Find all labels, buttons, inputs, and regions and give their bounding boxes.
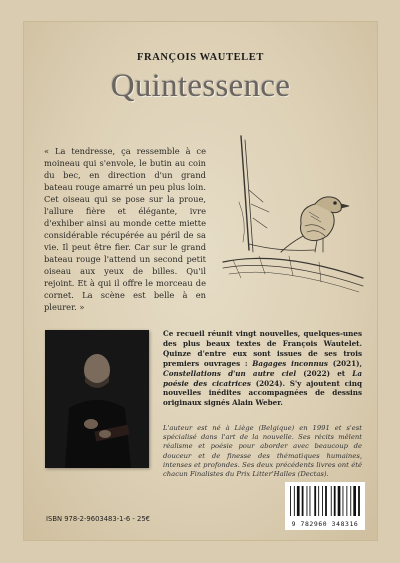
author-bio: L'auteur est né à Liège (Belgique) en 1991 et s'est spécialisé dans l'art de la nouvelle. Ses récits mêlent réalisme et poésie pour aborder avec beaucoup de douceur et de finesse des thématiques humaines, intenses et profondes. Ses deux précédents livres ont été chacun Finalistes du Prix Litter'Halles (Dectas). bbox=[163, 424, 362, 479]
barcode-bar bbox=[318, 486, 319, 516]
book-summary: Ce recueil réunit vingt nouvelles, quelques-unes des plus beaux textes de François Wautelet. Quinze d'entre eux sont issues de ses trois premiers ouvrages : Bagages inconnus (2021), Constellations d'un autre ciel (2022) et La poésie des cicatrices (2024). S'y ajoutent cinq nouvelles inédites accompagnées de dessins originaux signés Alain Weber. bbox=[163, 329, 363, 408]
barcode bbox=[285, 482, 365, 530]
author-photo bbox=[45, 330, 149, 468]
barcode-bars bbox=[285, 484, 365, 522]
barcode-bar bbox=[346, 486, 347, 516]
barcode-bar bbox=[314, 486, 316, 516]
author-name: FRANÇOIS WAUTELET bbox=[137, 52, 264, 63]
barcode-bar bbox=[294, 486, 295, 516]
barcode-bar bbox=[310, 486, 311, 516]
barcode-bar bbox=[353, 486, 356, 516]
excerpt-quote: « La tendresse, ça ressemble à ce moineau qui s'envole, le butin au coin du bec, en direction d'un grand bateau rouge amarré un peu plus loin. Cet oiseau qui se pose sur la proue, l'allure fière et élégante, ivre d'exhiber ainsi au monde cette miette considérable récupérée au péril de sa vie. Il peut être fier. Car sur le grand bateau rouge l'attend un second petit oiseau aux yeux de billes. Qu'il rejoint. Et à qui il offre le morceau de cornet. La scène est belle à en pleurer. » bbox=[44, 146, 206, 312]
isbn-price: ISBN 978-2-9603483-1-6 - 25€ bbox=[46, 515, 151, 523]
barcode-bar bbox=[338, 486, 341, 516]
barcode-bar bbox=[358, 486, 360, 516]
book-title: Quintessence bbox=[110, 68, 291, 104]
barcode-bar bbox=[307, 486, 308, 516]
sparrow-on-boat-illustration bbox=[219, 132, 365, 302]
barcode-number: 9 782960 348316 bbox=[291, 520, 359, 528]
barcode-bar bbox=[322, 486, 323, 516]
barcode-bar bbox=[343, 486, 344, 516]
barcode-bar bbox=[297, 486, 300, 516]
barcode-bar bbox=[325, 486, 327, 516]
barcode-bar bbox=[334, 486, 336, 516]
barcode-bar bbox=[290, 486, 291, 516]
barcode-bar bbox=[350, 486, 351, 516]
barcode-bar bbox=[331, 486, 332, 516]
book-back-cover bbox=[24, 22, 377, 540]
barcode-bar bbox=[302, 486, 304, 516]
